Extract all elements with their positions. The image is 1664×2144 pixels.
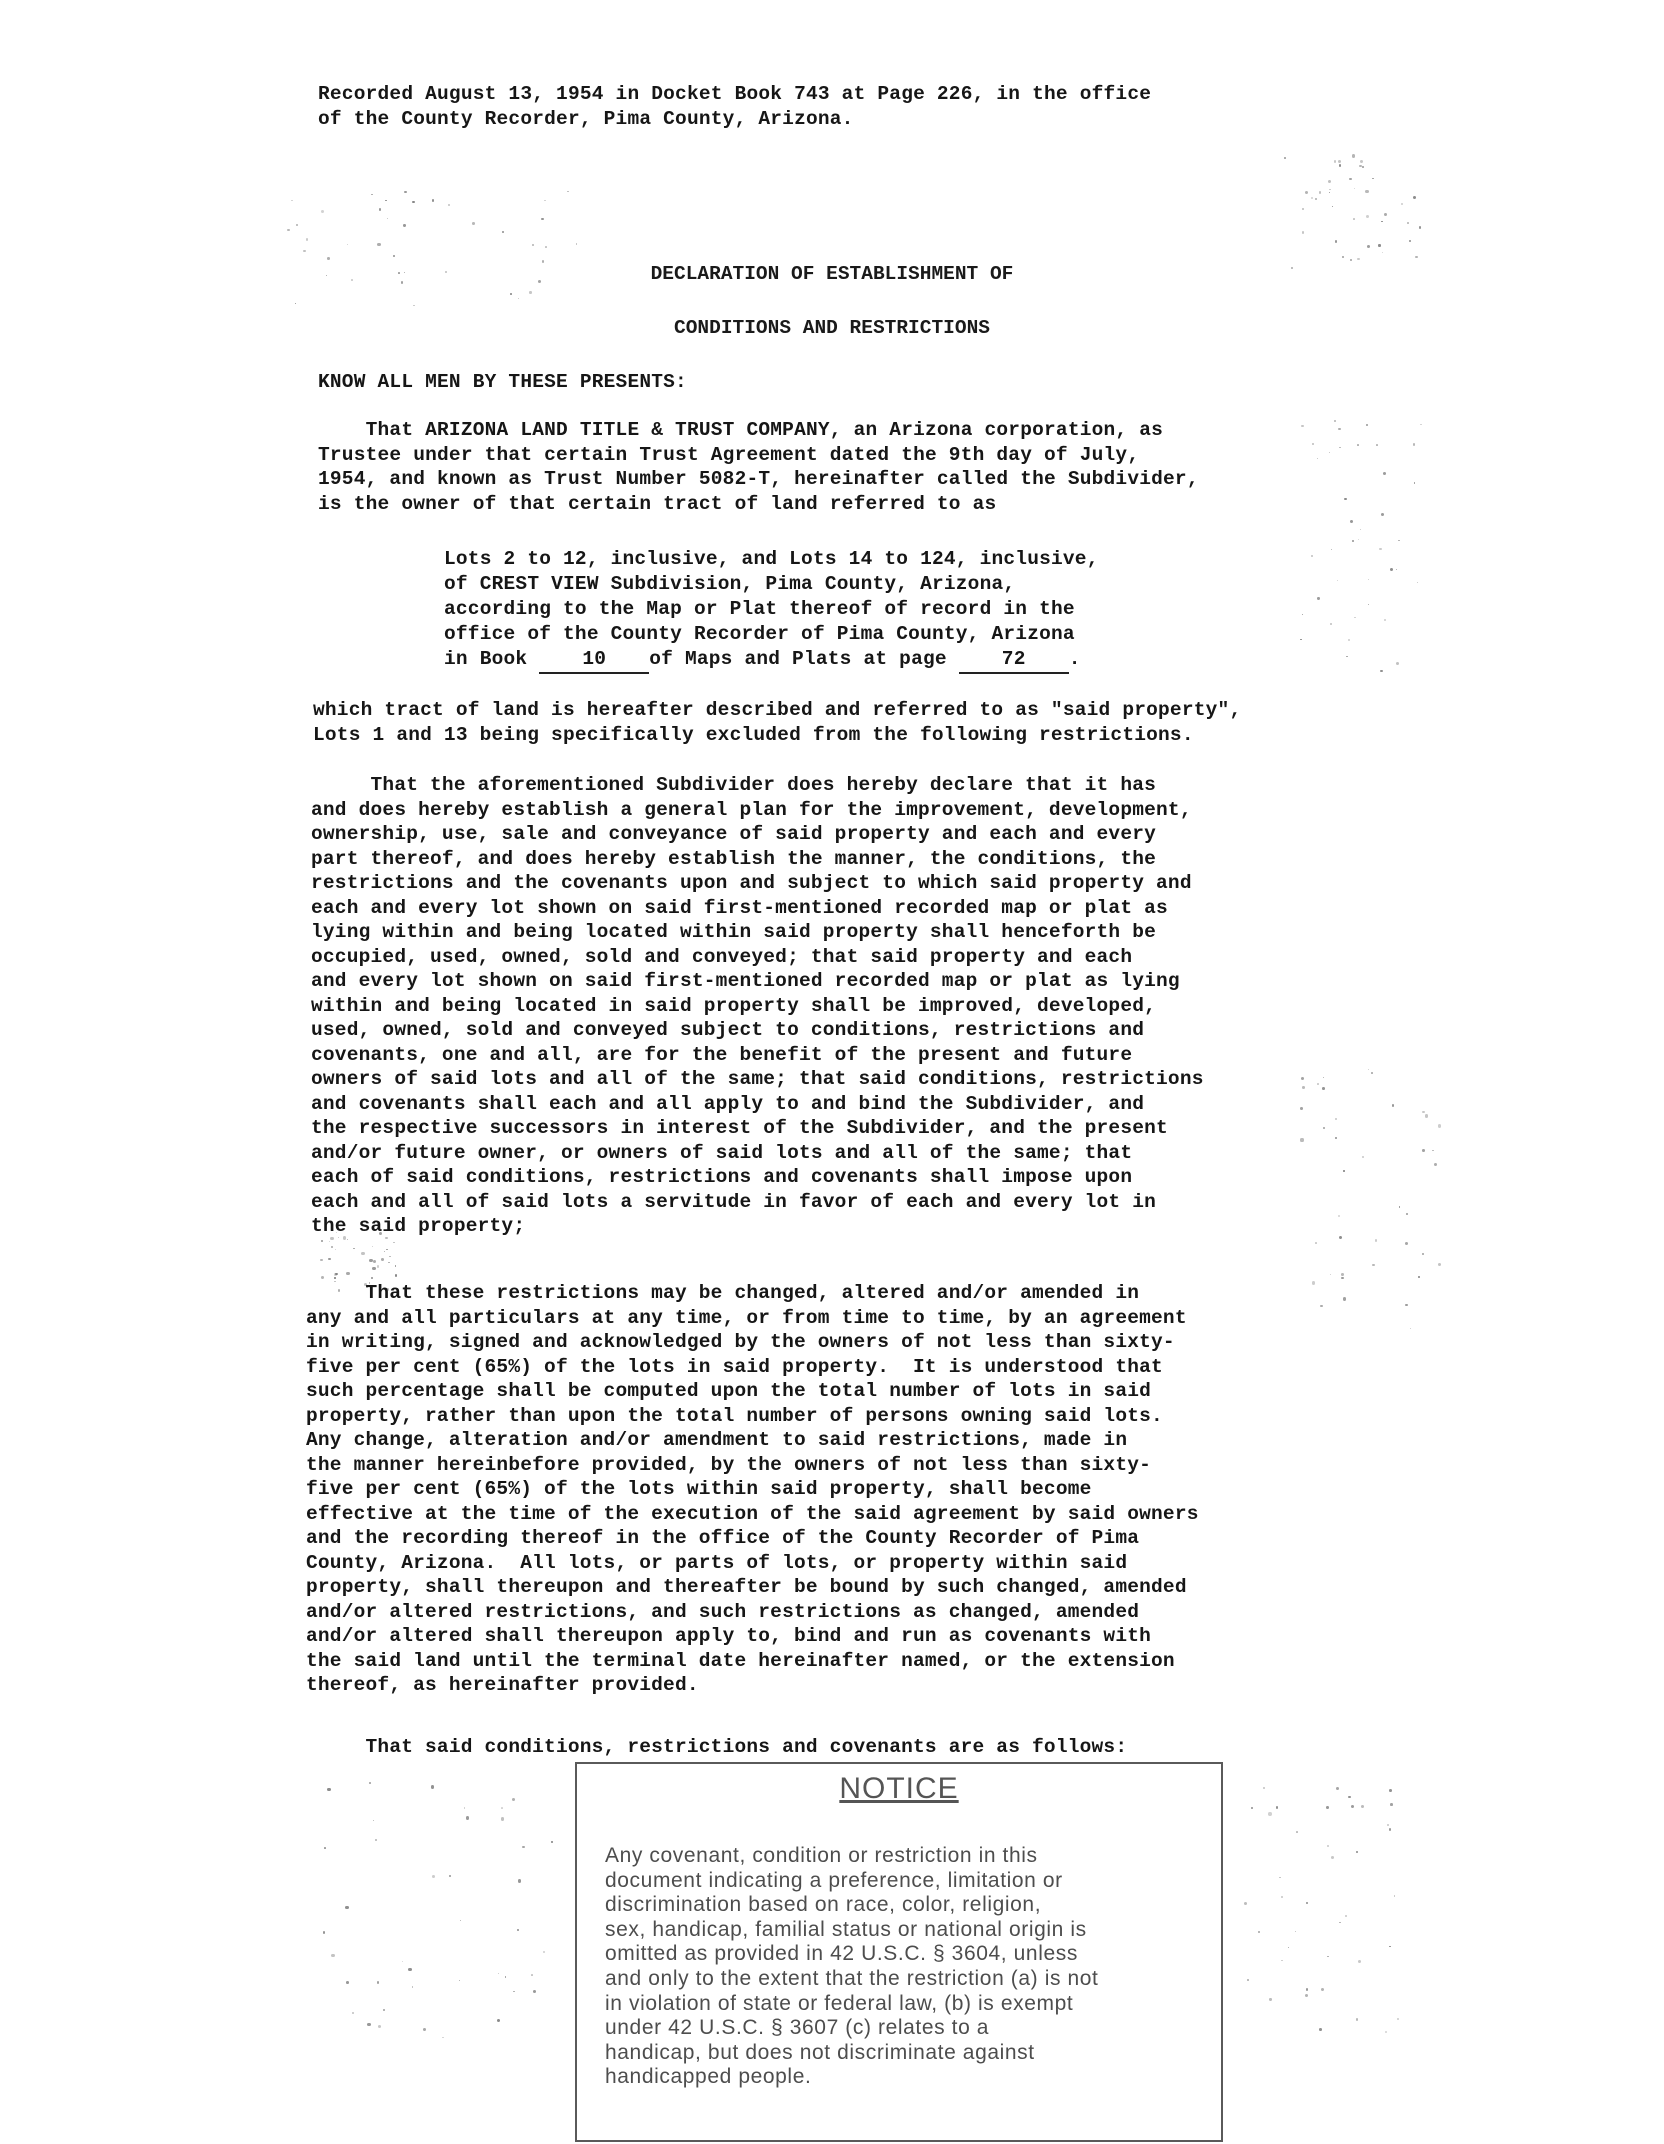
scan-speck (1328, 180, 1331, 183)
scan-speck (353, 1248, 355, 1250)
scan-speck (532, 244, 534, 246)
scan-speck (466, 1816, 469, 1819)
scan-speck (412, 1986, 413, 1987)
scan-speck (369, 1782, 371, 1784)
scan-speck (371, 194, 372, 195)
maps-text: of Maps and Plats at page (649, 648, 947, 670)
scan-speck (1311, 197, 1313, 199)
scan-speck (531, 1974, 533, 1976)
scan-speck (321, 1276, 324, 1279)
scan-speck (432, 1875, 435, 1878)
scan-speck (1389, 1789, 1392, 1792)
scan-speck (1319, 191, 1321, 193)
scan-speck (346, 1981, 349, 1984)
scan-speck (1425, 1114, 1428, 1117)
scan-speck (1315, 1242, 1317, 1244)
scan-speck (331, 1954, 334, 1957)
scan-speck (1368, 579, 1370, 581)
scan-speck (352, 2012, 354, 2014)
scan-speck (1346, 656, 1348, 658)
scan-speck (1409, 240, 1411, 242)
scan-speck (347, 244, 348, 245)
scan-speck (1344, 498, 1347, 501)
scan-speck (1335, 1118, 1337, 1120)
scan-speck (1348, 639, 1351, 642)
scan-speck (1305, 1994, 1308, 1997)
scan-speck (1336, 1787, 1339, 1790)
scan-speck (367, 2023, 370, 2026)
scan-speck (1349, 178, 1352, 181)
scan-speck (306, 238, 309, 241)
scan-speck (449, 1875, 451, 1877)
scan-speck (1332, 206, 1333, 207)
scan-speck (1380, 670, 1382, 672)
scan-speck (1401, 203, 1403, 205)
scan-speck (551, 1841, 552, 1842)
scan-speck (1331, 549, 1332, 550)
scan-speck (1334, 160, 1337, 163)
scan-speck (1399, 1206, 1401, 1208)
scan-speck (1322, 1087, 1325, 1090)
scan-speck (1301, 1077, 1304, 1080)
scan-speck (296, 224, 298, 226)
paragraph-said-property: which tract of land is hereafter described and referred to as "said property", Lots 1 and 13 being specifically excluded from the following restrictions. (313, 699, 1242, 746)
scan-speck (1422, 1253, 1424, 1255)
scan-speck (1352, 540, 1355, 543)
scan-speck (1357, 444, 1359, 446)
scan-speck (287, 229, 289, 231)
scan-speck (1339, 447, 1340, 448)
scan-speck (1281, 1896, 1284, 1899)
scan-speck (1342, 256, 1344, 258)
scan-speck (331, 1246, 333, 1248)
scan-speck (1300, 639, 1301, 640)
scan-speck (393, 255, 395, 257)
scan-speck (432, 199, 434, 201)
scan-speck (1354, 188, 1356, 190)
scan-speck (334, 1277, 335, 1278)
legal-line-4: office of the County Recorder of Pima County, Arizona (444, 623, 1075, 645)
paragraph-amendments: That these restrictions may be changed, altered and/or amended in any and all particulars at any time, or from time to time, by an agreement in writing, signed and acknowledged by the owners of not less than sixty- five per cent (65%) of the lots in said property. It is understood that such percentage shall be computed upon the total number of lots in said property, rather than upon the total number of persons owning said lots. Any change, alteration and/or amendment to said restrictions, made in the manner hereinbefore provided, by the owners of not less than sixty- five per cent (65%) of the lots within said property, shall become effective at the time of the execution of the said agreement by said owners and the recording thereof in the office of the County Recorder of Pima County, Arizona. All lots, or parts of lots, or property within said property, shall thereupon and thereafter be bound by such changed, amended and/or altered restrictions, and such restrictions as changed, amended and/or altered shall thereupon apply to, bind and run as covenants with the said land until the terminal date hereinafter named, or the extension thereof, as hereinafter provided. (306, 1282, 1199, 1696)
scan-speck (1300, 1138, 1303, 1141)
scan-speck (1419, 226, 1421, 228)
scan-speck (1422, 1111, 1425, 1114)
scan-speck (1385, 2031, 1387, 2033)
scan-speck (1330, 623, 1332, 625)
legal-line-3: according to the Map or Plat thereof of record in the (444, 598, 1075, 620)
scan-speck (1284, 157, 1286, 159)
scan-speck (1302, 208, 1304, 210)
scan-speck (1366, 424, 1368, 426)
scan-speck (373, 1820, 374, 1821)
scan-speck (1317, 597, 1319, 599)
scan-speck (387, 218, 388, 219)
scan-speck (291, 200, 292, 201)
legal-line-5 (444, 647, 1081, 674)
scan-speck (388, 1262, 389, 1263)
scan-speck (1341, 1277, 1343, 1279)
book-prefix: in Book (444, 648, 528, 670)
scan-speck (395, 1274, 397, 1276)
scan-speck (1407, 222, 1409, 224)
scan-speck (1276, 1806, 1278, 1808)
scan-speck (1368, 604, 1369, 605)
scan-speck (1327, 1845, 1329, 1847)
scan-speck (1410, 1328, 1411, 1329)
scan-speck (327, 1788, 330, 1791)
scan-speck (505, 1976, 506, 1977)
scan-speck (1335, 240, 1338, 243)
scan-speck (1306, 1902, 1308, 1904)
scan-speck (1268, 1812, 1271, 1815)
scan-speck (1367, 245, 1370, 248)
scan-speck (1350, 259, 1353, 262)
scan-speck (327, 257, 330, 260)
scan-speck (377, 1265, 379, 1267)
scan-speck (1356, 1851, 1358, 1853)
scan-speck (328, 1258, 330, 1260)
scan-speck (576, 243, 577, 244)
scan-speck (389, 1256, 390, 1257)
scan-speck (1348, 1796, 1351, 1799)
scan-speck (567, 191, 569, 193)
scan-speck (1396, 569, 1397, 570)
scan-speck (321, 1240, 323, 1242)
scan-speck (346, 1272, 349, 1275)
scan-speck (498, 1973, 499, 1974)
scan-speck (1362, 1156, 1364, 1158)
scan-speck (1251, 1807, 1253, 1809)
book-number-field: 10 (539, 647, 649, 674)
scan-speck (544, 200, 545, 201)
notice-title: NOTICE (839, 1772, 959, 1805)
scan-speck (1302, 231, 1305, 234)
scan-speck (1438, 1124, 1441, 1127)
scan-speck (1394, 1895, 1396, 1897)
scan-speck (1317, 1083, 1319, 1085)
scan-speck (1375, 1239, 1377, 1241)
scan-speck (501, 1817, 504, 1820)
scan-speck (1396, 662, 1399, 665)
scan-speck (1305, 191, 1308, 194)
scan-speck (529, 291, 531, 293)
scan-speck (335, 1249, 336, 1250)
scan-speck (1244, 1902, 1247, 1905)
scan-speck (377, 243, 380, 246)
scan-speck (1379, 548, 1381, 550)
scan-speck (1387, 1824, 1389, 1826)
scan-speck (323, 1931, 325, 1933)
page-number-field: 72 (959, 647, 1069, 674)
scan-speck (501, 1807, 503, 1809)
scan-speck (459, 1980, 460, 1981)
scan-speck (472, 222, 475, 225)
scan-speck (1296, 1831, 1298, 1833)
scan-speck (386, 1249, 387, 1250)
scan-speck (1338, 1215, 1340, 1217)
scan-speck (1341, 1273, 1344, 1276)
scan-speck (1368, 1069, 1370, 1071)
scan-speck (1343, 1297, 1346, 1300)
recording-line-2: of the County Recorder, Pima County, Arizona. (318, 108, 854, 130)
scan-speck (1438, 1263, 1441, 1266)
scan-speck (460, 1920, 461, 1921)
scan-speck (371, 1277, 373, 1279)
scan-speck (1326, 1806, 1329, 1809)
scan-speck (345, 1906, 348, 1909)
scan-speck (1329, 452, 1330, 453)
legal-line-1: Lots 2 to 12, inclusive, and Lots 14 to 124, inclusive, (444, 548, 1099, 570)
salutation: KNOW ALL MEN BY THESE PRESENTS: (318, 371, 687, 393)
scan-speck (1354, 617, 1355, 618)
scan-speck (1321, 1988, 1324, 1991)
scan-speck (295, 303, 296, 304)
scan-speck (1413, 196, 1416, 199)
scan-speck (1300, 1107, 1303, 1110)
scan-speck (1378, 244, 1380, 246)
scan-speck (518, 298, 519, 299)
scan-speck (1390, 568, 1393, 571)
scan-speck (1384, 619, 1386, 621)
scan-speck (1357, 258, 1359, 260)
paragraph-general-plan: That the aforementioned Subdivider does hereby declare that it has and does hereby establish a general plan for the improvement, development, ownership, use, sale and conveyance of said property and each and every part thereof, and does hereby establish the manner, the conditions, the restrictions and the covenants upon and subject to which said property and each and every lot shown on said first-mentioned recorded map or plat as lying within and being located within said property shall henceforth be occupied, used, owned, sold and conveyed; that said property and each and every lot shown on said first-mentioned recorded map or plat as lying within and being located in said property shall be improved, developed, used, owned, sold and conveyed subject to conditions, restrictions and covenants, one and all, are for the benefit of the present and future owners of said lots and all of the same; that said conditions, restrictions and covenants shall each and all apply to and bind the Subdivider, and the respective successors in interest of the Subdivider, and the present and/or future owner, or owners of said lots and all of the same; that each of said conditions, restrictions and covenants shall impose upon each and all of said lots a servitude in favor of each and every lot in the said property; (311, 774, 1204, 1237)
scan-speck (1334, 420, 1336, 422)
scan-speck (1389, 1828, 1392, 1831)
scan-speck (510, 293, 512, 295)
scan-speck (423, 2028, 426, 2031)
scan-speck (1405, 1242, 1408, 1245)
scan-speck (1339, 164, 1341, 166)
scan-speck (1397, 2018, 1399, 2020)
scan-speck (408, 1968, 411, 1971)
scan-speck (1383, 472, 1386, 475)
scan-speck (1247, 1979, 1249, 1981)
scan-speck (379, 208, 381, 210)
scan-speck (541, 218, 544, 221)
scan-speck (1358, 1960, 1361, 1963)
scan-speck (372, 1267, 375, 1270)
scan-speck (1422, 1149, 1425, 1152)
scan-speck (334, 1273, 337, 1276)
scan-speck (1406, 1213, 1408, 1215)
scan-speck (1372, 178, 1373, 179)
paragraph-trustee: That ARIZONA LAND TITLE & TRUST COMPANY, an Arizona corporation, as Trustee under that certain Trust Agreement dated the 9th day of July, 1954, and known as Trust Number 5082-T, hereinafter called the Subdivider, is the owner of that certain tract of land referred to as (318, 419, 1199, 515)
scan-speck (1361, 1805, 1364, 1808)
scan-speck (1392, 1104, 1395, 1107)
scan-speck (375, 1839, 377, 1841)
scan-speck (1405, 1304, 1407, 1306)
scan-speck (1358, 539, 1359, 540)
scan-speck (545, 246, 547, 248)
scan-speck (512, 1798, 515, 1801)
scan-speck (329, 1241, 330, 1242)
scan-speck (1343, 1170, 1344, 1171)
scan-speck (1398, 540, 1400, 542)
scan-speck (513, 1991, 515, 1993)
scan-speck (1371, 1072, 1373, 1074)
scan-speck (1360, 160, 1363, 163)
scan-speck (1360, 529, 1361, 530)
scan-speck (395, 1265, 397, 1267)
scan-speck (384, 1251, 385, 1252)
scan-speck (321, 210, 324, 213)
scan-speck (320, 1259, 323, 1262)
scan-speck (1352, 154, 1355, 157)
scan-speck (1327, 1956, 1329, 1958)
document-title: DECLARATION OF ESTABLISHMENT OF (650, 263, 1014, 285)
paragraph-conditions-follow: That said conditions, restrictions and covenants are as follows: (306, 1736, 1128, 1758)
scan-speck (518, 1879, 521, 1882)
scan-speck (448, 204, 450, 206)
scan-speck (412, 201, 414, 203)
scan-speck (372, 1246, 373, 1247)
scan-speck (1302, 614, 1303, 615)
scan-speck (404, 191, 406, 193)
scan-speck (1345, 1915, 1347, 1917)
scan-speck (1376, 444, 1378, 446)
scan-speck (1365, 190, 1368, 193)
scan-speck (1329, 192, 1330, 193)
scan-speck (1301, 425, 1304, 428)
legal-end: . (1068, 648, 1081, 670)
scan-speck (1330, 1274, 1331, 1275)
scan-speck (1338, 160, 1341, 163)
scan-speck (378, 2025, 381, 2028)
scan-speck (1384, 213, 1387, 216)
scan-speck (1258, 1931, 1260, 1933)
scan-speck (1312, 1281, 1315, 1284)
scan-speck (1281, 1960, 1282, 1961)
scan-speck (377, 1981, 380, 1984)
scan-speck (1306, 1988, 1308, 1990)
scan-speck (393, 1242, 395, 1244)
scan-speck (1417, 582, 1418, 583)
scan-speck (1351, 1805, 1354, 1808)
scan-speck (1372, 1264, 1374, 1266)
scan-speck (1288, 1947, 1289, 1948)
scan-speck (1323, 1077, 1324, 1078)
scan-speck (1381, 513, 1384, 516)
notice-body: Any covenant, condition or restriction in this document indicating a preference, limitation or discrimination based on race, color, religion, sex, handicap, familial status or national origin is omitted as provided in 42 U.S.C. § 3604, unless and only to the extent that the restriction (a) is not in violation of state or federal law, (b) is exempt under 42 U.S.C. § 3607 (c) relates to a handicap, but does not discriminate against handicapped people. (605, 1844, 1099, 2089)
scan-speck (402, 1961, 403, 1962)
scan-speck (1390, 1803, 1393, 1806)
scan-speck (1432, 1150, 1434, 1152)
scan-speck (497, 2019, 500, 2022)
scan-speck (522, 1846, 524, 1848)
scan-speck (373, 1260, 376, 1263)
scan-speck (431, 1785, 434, 1788)
scan-speck (1339, 1236, 1342, 1239)
scan-speck (1319, 2028, 1322, 2031)
scan-speck (1415, 256, 1417, 258)
scan-speck (1339, 1922, 1341, 1924)
scan-speck (1338, 428, 1341, 431)
scan-speck (361, 1252, 364, 1255)
scan-speck (1312, 443, 1315, 446)
legal-line-2: of CREST VIEW Subdivision, Pima County, Arizona, (444, 573, 1016, 595)
scan-speck (1329, 189, 1331, 191)
scan-speck (383, 2009, 385, 2011)
scan-speck (1295, 1931, 1296, 1932)
scan-speck (1362, 166, 1364, 168)
scan-speck (543, 1951, 545, 1953)
scan-speck (1263, 1787, 1266, 1790)
scan-speck (1337, 580, 1338, 581)
scan-speck (502, 231, 504, 233)
scan-speck (1382, 252, 1383, 253)
scan-speck (464, 1807, 465, 1808)
scan-speck (1317, 458, 1318, 459)
scan-speck (1311, 555, 1313, 557)
scan-speck (324, 1847, 326, 1849)
recording-line-1: Recorded August 13, 1954 in Docket Book 743 at Page 226, in the office (318, 83, 1152, 105)
scan-speck (381, 1258, 384, 1261)
scan-speck (1418, 1276, 1419, 1277)
scan-speck (442, 2037, 444, 2039)
document-subtitle: CONDITIONS AND RESTRICTIONS (674, 317, 990, 339)
scan-speck (1331, 1856, 1334, 1859)
scan-speck (1389, 1946, 1391, 1948)
scan-speck (1413, 443, 1415, 445)
scan-speck (1353, 218, 1355, 220)
scan-speck (1366, 215, 1369, 218)
notice-stamp (575, 1762, 1223, 2142)
scan-speck (369, 1259, 372, 1262)
scan-speck (1302, 1086, 1305, 1089)
scan-speck (303, 250, 306, 253)
scan-speck (1279, 1877, 1281, 1879)
scan-speck (1414, 482, 1416, 484)
scan-speck (517, 1929, 519, 1931)
scan-speck (1320, 1305, 1323, 1308)
scan-speck (1420, 424, 1422, 426)
scan-speck (533, 1990, 536, 1993)
scan-speck (1269, 1998, 1271, 2000)
scan-speck (385, 200, 387, 202)
scan-speck (1335, 1137, 1337, 1139)
scan-speck (347, 1239, 348, 1240)
scan-speck (1359, 165, 1361, 167)
scan-speck (403, 224, 405, 226)
scan-speck (1381, 221, 1382, 222)
scan-speck (1315, 198, 1317, 200)
scan-speck (1434, 1163, 1437, 1166)
scan-speck (1356, 2018, 1359, 2021)
scan-speck (1350, 520, 1353, 523)
scan-speck (1323, 1127, 1324, 1128)
scan-speck (413, 305, 414, 306)
